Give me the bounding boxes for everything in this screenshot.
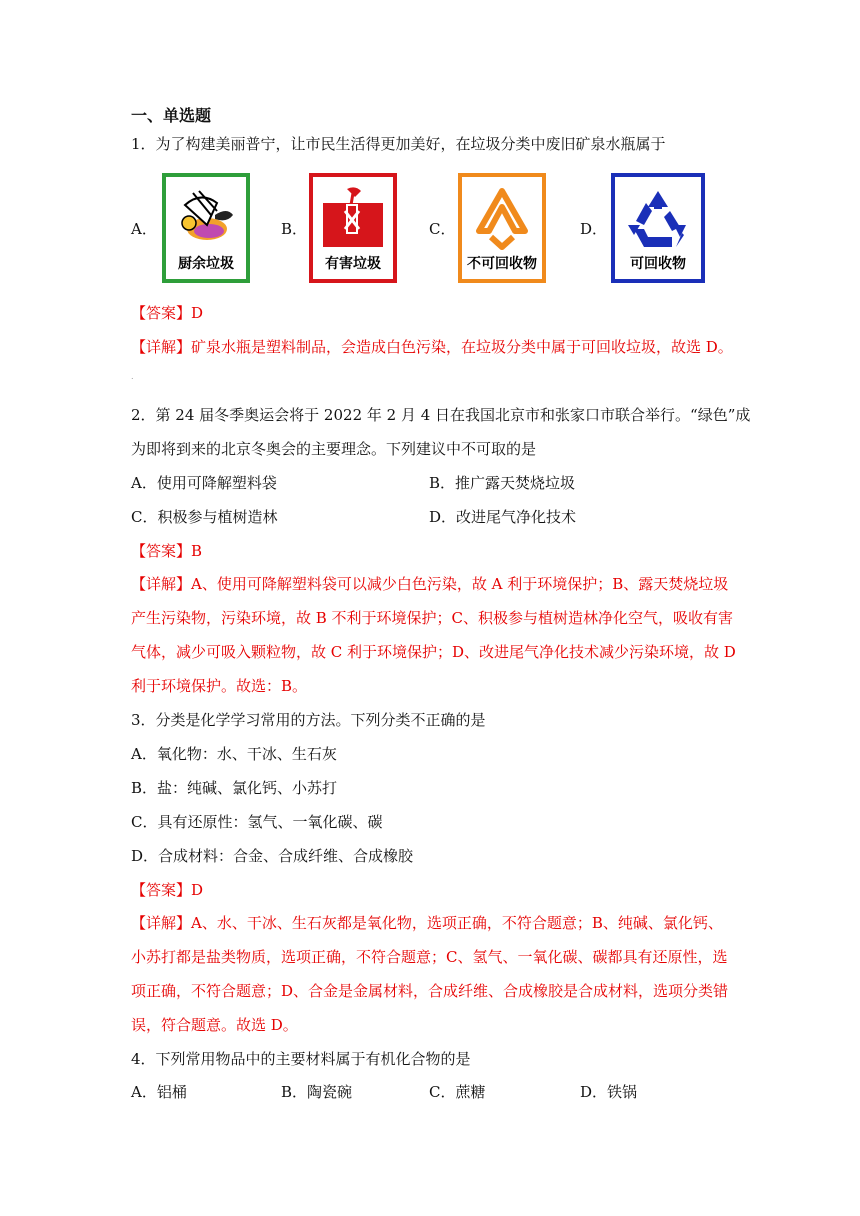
q1-option-a-caption: 厨余垃圾: [178, 256, 234, 272]
q1-option-b-caption: 有害垃圾: [325, 256, 381, 272]
question-1-stem: 1．为了构建美丽普宁，让市民生活得更加美好，在垃圾分类中废旧矿泉水瓶属于: [131, 135, 666, 153]
q4-option-c: C．蔗糖: [429, 1083, 486, 1101]
q1-option-a-sign: [162, 173, 250, 283]
q1-option-d-caption: 可回收物: [630, 256, 686, 272]
q3-answer: 【答案】D: [131, 881, 204, 899]
q3-detail-line-2: 小苏打都是盐类物质，选项正确，不符合题意；C、氢气、一氧化碳、碳都具有还原性，选: [131, 948, 728, 966]
q3-detail-line-4: 误，符合题意。故选 D。: [131, 1016, 298, 1034]
q1-option-c-caption: 不可回收物: [467, 256, 537, 272]
q1-option-d-label: D．: [580, 220, 608, 238]
q2-detail-line-3: 气体，减少可吸入颗粒物，故 C 利于环境保护；D、改进尾气净化技术减少污染环境，故 D: [131, 643, 736, 661]
hazardous-waste-icon: [321, 185, 385, 249]
q4-option-b: B．陶瓷碗: [281, 1083, 353, 1101]
q2-option-b: B．推广露天焚烧垃圾: [429, 474, 576, 492]
q1-option-b-sign: [309, 173, 397, 283]
q1-option-b-label: B．: [281, 220, 308, 238]
q2-detail-line-2: 产生污染物，污染环境，故 B 不利于环境保护；C、积极参与植树造林净化空气，吸收有害: [131, 609, 734, 627]
recycle-icon: [624, 185, 692, 253]
q1-option-a-label: A．: [131, 220, 157, 238]
q1-option-d-sign: [611, 173, 705, 283]
kitchen-waste-icon: [171, 185, 241, 255]
q1-option-c-label: C．: [429, 220, 456, 238]
q2-answer: 【答案】B: [131, 542, 203, 560]
q3-detail-line-3: 项正确，不符合题意；D、合金是金属材料，合成纤维、合成橡胶是合成材料，选项分类错: [131, 982, 729, 1000]
q2-detail-line-1: 【详解】A、使用可降解塑料袋可以减少白色污染，故 A 利于环境保护；B、露天焚烧垃圾: [131, 575, 729, 593]
q3-option-c: C．具有还原性：氢气、一氧化碳、碳: [131, 813, 383, 831]
q3-detail-line-1: 【详解】A、水、干冰、生石灰都是氧化物，选项正确，不符合题意；B、纯碱、氯化钙、: [131, 914, 723, 932]
q2-detail-line-4: 利于环境保护。故选：B。: [131, 677, 308, 695]
non-recyclable-icon: [469, 185, 535, 251]
q2-option-d: D．改进尾气净化技术: [429, 508, 577, 526]
q4-option-d: D．铁锅: [580, 1083, 638, 1101]
q1-option-c-sign: [458, 173, 546, 283]
question-2-stem-line-2: 为即将到来的北京冬奥会的主要理念。下列建议中不可取的是: [131, 440, 537, 458]
question-3-stem: 3．分类是化学学习常用的方法。下列分类不正确的是: [131, 711, 486, 729]
q2-option-a: A．使用可降解塑料袋: [131, 474, 277, 492]
q4-option-a: A．铝桶: [131, 1083, 187, 1101]
q3-option-d: D．合成材料：合金、合成纤维、合成橡胶: [131, 847, 414, 865]
question-2-stem-line-1: 2．第 24 届冬季奥运会将于 2022 年 2 月 4 日在我国北京市和张家口市联合举行。“绿色”成: [131, 406, 751, 424]
q2-option-c: C．积极参与植树造林: [131, 508, 278, 526]
q3-option-b: B．盐：纯碱、氯化钙、小苏打: [131, 779, 338, 797]
stray-mark: .: [131, 372, 134, 381]
q1-detail: 【详解】矿泉水瓶是塑料制品，会造成白色污染，在垃圾分类中属于可回收垃圾，故选 D。: [131, 338, 733, 356]
section-title: 一、单选题: [131, 106, 212, 125]
q3-option-a: A．氧化物：水、干冰、生石灰: [131, 745, 337, 763]
question-4-stem: 4．下列常用物品中的主要材料属于有机化合物的是: [131, 1050, 471, 1068]
q1-answer: 【答案】D: [131, 304, 204, 322]
